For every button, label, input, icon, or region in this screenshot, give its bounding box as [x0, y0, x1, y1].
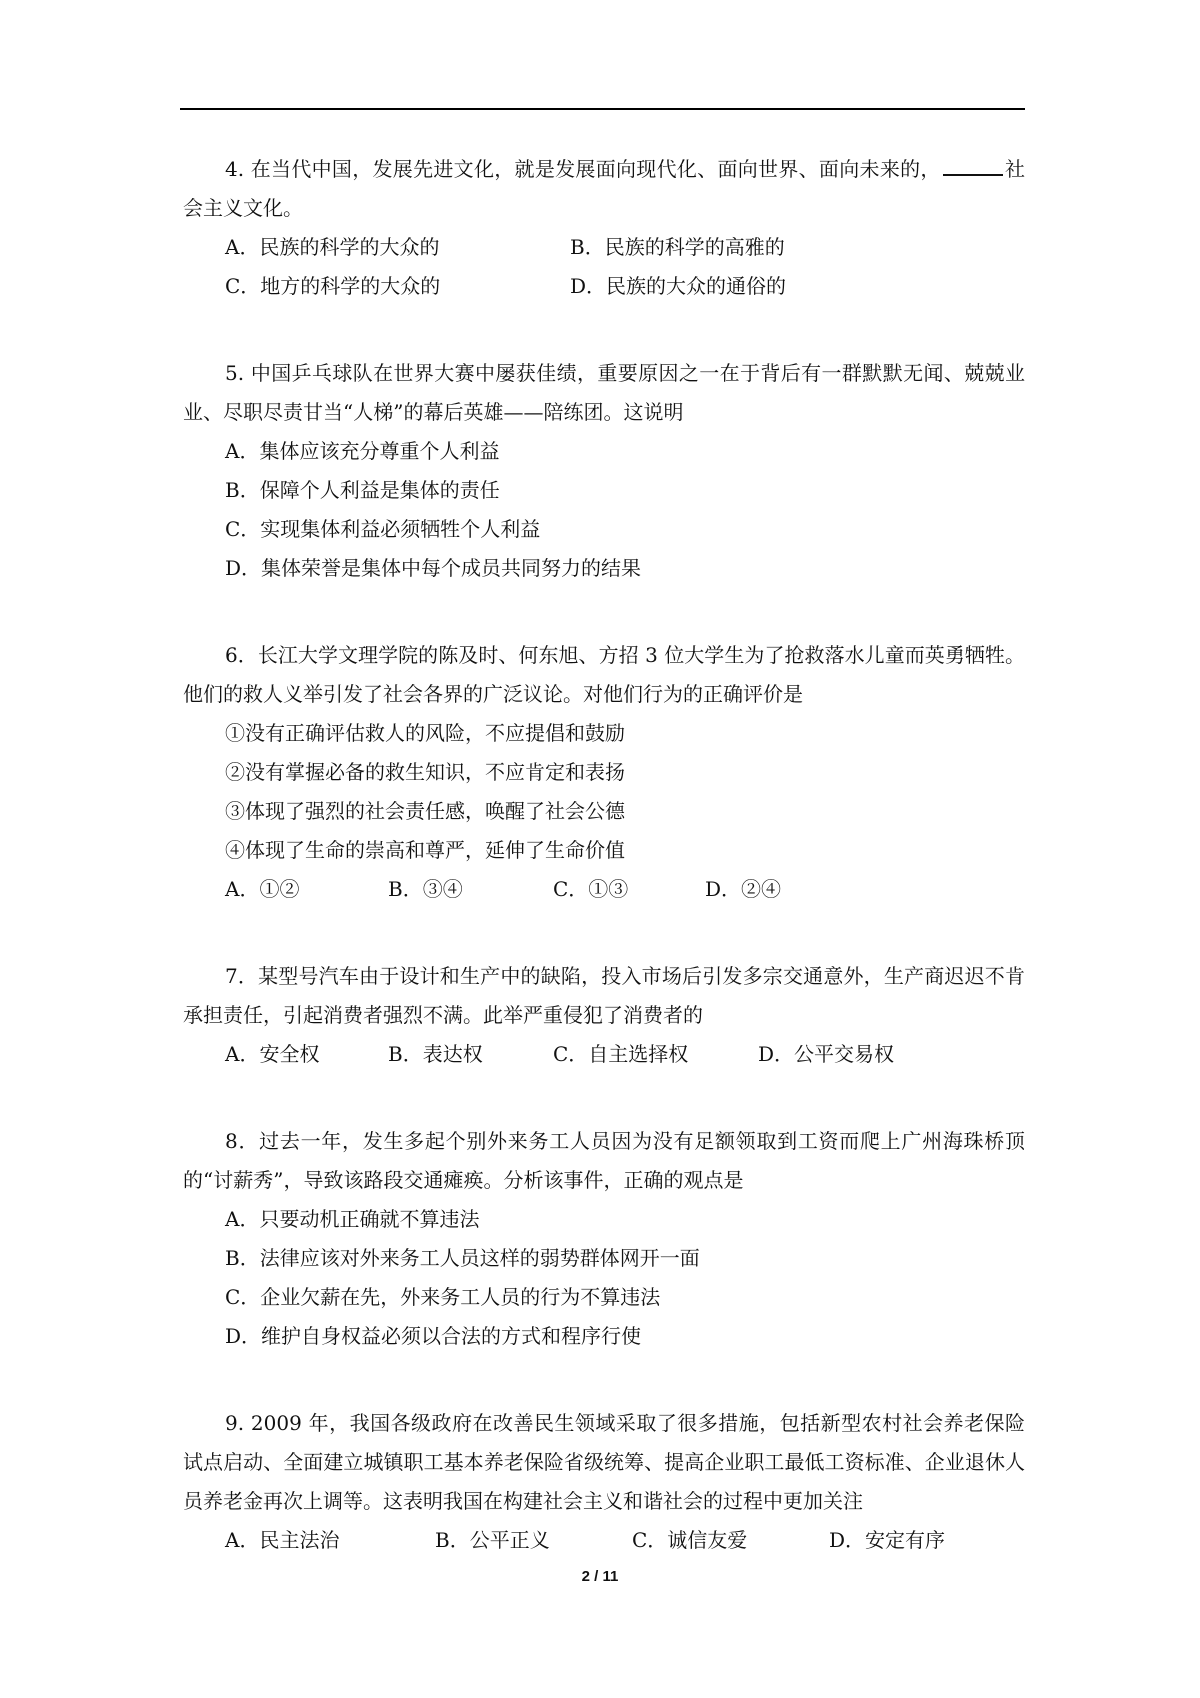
option-a: A．民族的科学的大众的 [225, 235, 440, 259]
option-c: C．实现集体利益必须牺牲个人利益 [225, 517, 541, 541]
question-6 [183, 636, 1025, 909]
options-row [183, 267, 1025, 306]
option-d: D．安定有序 [829, 1528, 946, 1552]
option-d: D．集体荣誉是集体中每个成员共同努力的结果 [225, 556, 642, 580]
option-c: C．地方的科学的大众的 [225, 274, 441, 298]
options-row [183, 870, 1025, 909]
option-d: D．②④ [705, 877, 782, 901]
question-stem: 6．长江大学文理学院的陈及时、何东旭、方招 3 位大学生为了抢救落水儿童而英勇牺牲。他们的救人义举引发了社会各界的广泛议论。对他们行为的正确评价是 [183, 643, 1025, 706]
statement-1: ①没有正确评估救人的风险，不应提倡和鼓励 [225, 721, 625, 745]
option-a: A．民主法治 [225, 1528, 340, 1552]
question-8 [183, 1122, 1025, 1356]
page-content [183, 150, 1025, 1608]
question-stem: 8．过去一年，发生多起个别外来务工人员因为没有足额领取到工资而爬上广州海珠桥顶的“讨薪秀”，导致该路段交通瘫痪。分析该事件，正确的观点是 [183, 1129, 1025, 1192]
option-b: B．法律应该对外来务工人员这样的弱势群体网开一面 [225, 1246, 700, 1270]
option-d: D．维护自身权益必须以合法的方式和程序行使 [225, 1324, 642, 1348]
option-c: C．自主选择权 [553, 1042, 689, 1066]
option-b: B．保障个人利益是集体的责任 [225, 478, 500, 502]
option-a: A．安全权 [225, 1042, 320, 1066]
option-a: A．①② [225, 877, 300, 901]
statement-4: ④体现了生命的崇高和尊严，延伸了生命价值 [225, 838, 625, 862]
option-b: B．公平正义 [435, 1528, 550, 1552]
question-stem: 4. 在当代中国，发展先进文化，就是发展面向现代化、面向世界、面向未来的， 社会主义文化。 [183, 157, 1025, 220]
question-stem: 5. 中国乒乓球队在世界大赛中屡获佳绩，重要原因之一在于背后有一群默默无闻、兢兢业业、尽职尽责甘当“人梯”的幕后英雄——陪练团。这说明 [183, 361, 1025, 424]
statement-3: ③体现了强烈的社会责任感，唤醒了社会公德 [225, 799, 625, 823]
header-rule [180, 108, 1025, 110]
option-d: D．公平交易权 [758, 1042, 895, 1066]
option-a: A．只要动机正确就不算违法 [225, 1207, 480, 1231]
options-row [183, 228, 1025, 267]
option-b: B．③④ [388, 877, 463, 901]
option-b: B．表达权 [388, 1042, 483, 1066]
option-c: C．①③ [553, 877, 629, 901]
option-c: C．诚信友爱 [632, 1528, 748, 1552]
statement-2: ②没有掌握必备的救生知识，不应肯定和表扬 [225, 760, 625, 784]
option-d: D．民族的大众的通俗的 [570, 274, 787, 298]
question-9 [183, 1404, 1025, 1560]
option-a: A．集体应该充分尊重个人利益 [225, 439, 500, 463]
question-stem: 7．某型号汽车由于设计和生产中的缺陷，投入市场后引发多宗交通意外，生产商迟迟不肯承担责任，引起消费者强烈不满。此举严重侵犯了消费者的 [183, 964, 1025, 1027]
question-stem: 9. 2009 年，我国各级政府在改善民生领域采取了很多措施，包括新型农村社会养老保险试点启动、全面建立城镇职工基本养老保险省级统筹、提高企业职工最低工资标准、企业退休人员养老金再次上调等。这表明我国在构建社会主义和谐社会的过程中更加关注 [183, 1411, 1025, 1513]
question-5 [183, 354, 1025, 588]
answer-blank [943, 156, 1003, 176]
question-4 [183, 150, 1025, 306]
option-b: B．民族的科学的高雅的 [570, 235, 785, 259]
options-row [183, 1521, 1025, 1560]
page-number: 2 / 11 [581, 1568, 619, 1585]
question-7 [183, 957, 1025, 1074]
options-row [183, 1035, 1025, 1074]
option-c: C．企业欠薪在先，外来务工人员的行为不算违法 [225, 1285, 661, 1309]
